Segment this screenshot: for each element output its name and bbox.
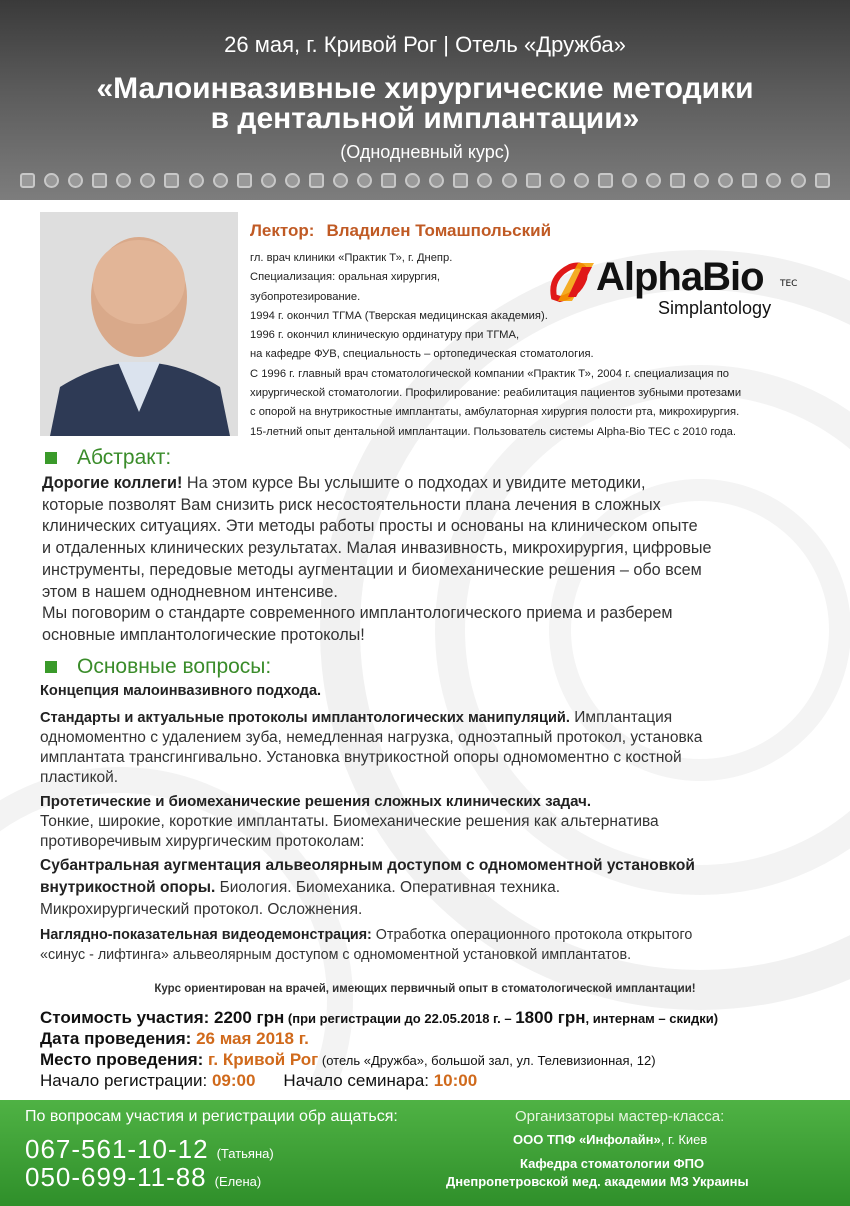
- topic-line: «синус - лифтинга» альвеолярным доступом с одномоментной установкой имплантатов.: [40, 947, 632, 963]
- bio-line: с опорой на внутрикостные имплантаты, амбулаторная хирургия полости рта, микрохирургия.: [250, 406, 740, 419]
- place-row: [40, 1050, 840, 1071]
- bio-line: гл. врач клиники «Практик Т», г. Днепр.: [250, 252, 453, 264]
- abstract-line: и отдаленных клинических результатах. Малая инвазивность, микрохирургия, цифровые: [42, 539, 712, 558]
- cost-row: [40, 1008, 840, 1029]
- abstract-line: этом в нашем однодневном интенсиве.: [42, 582, 338, 601]
- date-value: 26 мая 2018 г.: [191, 1029, 309, 1048]
- abstract-lead: Дорогие коллеги!: [42, 474, 183, 492]
- decorative-dot-icon: [622, 173, 637, 188]
- green-square-bullet-icon: [45, 452, 57, 464]
- decorative-dot-icon: [357, 173, 372, 188]
- decorative-dot-icon: [333, 173, 348, 188]
- cost-note: (при регистрации до 22.05.2018 г. –: [284, 1011, 516, 1026]
- contact-question: По вопросам участия и регистрации обр ащаться:: [25, 1108, 398, 1125]
- topic-1-title: Концепция малоинвазивного подхода.: [40, 683, 322, 699]
- organizer-2: Кафедра стоматологии ФПО: [520, 1156, 705, 1171]
- bio-line: Специализация: оральная хирургия,: [250, 271, 441, 284]
- header-banner: [0, 0, 850, 200]
- decorative-dot-icon: [694, 173, 709, 188]
- event-info: [40, 1008, 840, 1092]
- topic-1: [40, 683, 830, 709]
- topic-2: [40, 709, 830, 729]
- registration-time: 09:00: [207, 1071, 256, 1090]
- topics-heading: [45, 655, 271, 679]
- topics-list: [40, 683, 830, 967]
- organizer-1-name: ООО ТПФ «Инфолайн»: [513, 1132, 661, 1147]
- course-subtitle: (Однодневный курс): [340, 142, 510, 162]
- cost-value: 2200 грн: [209, 1008, 285, 1027]
- phone-number-2[interactable]: 050-699-11-88: [25, 1162, 207, 1192]
- bio-line: С 1996 г. главный врач стоматологической компании «Практик Т», 2004 г. специализация по: [250, 367, 729, 380]
- abstract-line: [42, 473, 812, 495]
- target-audience-note: Курс ориентирован на врачей, имеющих первичный опыт в стоматологической имплантации!: [154, 983, 696, 995]
- topic-line: Микрохирургический протокол. Осложнения.: [40, 901, 363, 918]
- decorative-dot-icon: [718, 173, 733, 188]
- decorative-dot-icon: [526, 173, 541, 188]
- phone-contact-1: (Татьяна): [216, 1146, 274, 1161]
- abstract-line: Мы поговорим о стандарте современного имплантологического приема и разберем: [42, 604, 673, 623]
- decorative-dot-icon: [791, 173, 806, 188]
- logo-tagline: Simplantology: [658, 298, 772, 318]
- abstract-line: основные имплантологические протоколы!: [42, 625, 365, 644]
- topic-2-text: Имплантация: [569, 709, 673, 726]
- topic-4-title-cont: внутрикостной опоры.: [40, 879, 216, 896]
- decorative-dot-icon: [261, 173, 276, 188]
- bio-line: на кафедре ФУВ, специальность – ортопедическая стоматология.: [250, 348, 594, 361]
- decorative-dot-icon: [309, 173, 324, 188]
- lecturer-label: Лектор:: [250, 221, 315, 240]
- topic-4-cont: [40, 879, 830, 901]
- place-note: (отель «Дружба», большой зал, ул. Телевизионная, 12): [318, 1053, 656, 1068]
- alpha-bio-mark-icon: [548, 257, 598, 307]
- topic-line: имплантата трансгингивально. Установка внутрикостной опоры одномоментно с костной: [40, 749, 682, 766]
- decorative-dot-icon: [477, 173, 492, 188]
- seminar-label: Начало семинара:: [283, 1071, 429, 1090]
- course-title-line2: в дентальной имплантации»: [210, 102, 640, 135]
- place-value: г. Кривой Рог: [203, 1050, 319, 1069]
- logo-tec: TEC: [780, 279, 798, 289]
- bio-line: 1994 г. окончил ТГМА (Тверская медицинская академия).: [250, 309, 548, 322]
- topic-4-text: Биология. Биомеханика. Оперативная техника.: [215, 879, 561, 896]
- course-title: [0, 74, 850, 134]
- decorative-dots-row: [20, 170, 830, 190]
- topics-heading-text: Основные вопросы:: [77, 655, 272, 678]
- cost-note-2: , интернам – скидки): [585, 1011, 719, 1026]
- topic-5: [40, 927, 830, 947]
- organizers-title: Организаторы мастер-класса:: [515, 1108, 725, 1125]
- seminar-time: 10:00: [429, 1071, 478, 1090]
- decorative-dot-icon: [742, 173, 757, 188]
- topic-2-title: Стандарты и актуальные протоколы имплантологических манипуляций.: [40, 710, 570, 726]
- course-title-line1: «Малоинвазивные хирургические методики: [96, 72, 754, 105]
- organizer-1: [513, 1132, 707, 1147]
- decorative-dot-icon: [598, 173, 613, 188]
- bio-line: зубопротезирование.: [250, 290, 361, 303]
- abstract-line1: На этом курсе Вы услышите о подходах и увидите методики,: [182, 474, 646, 492]
- decorative-dot-icon: [815, 173, 830, 188]
- decorative-dot-icon: [550, 173, 565, 188]
- decorative-dot-icon: [116, 173, 131, 188]
- topic-3-title: Протетические и биомеханические решения сложных клинических задач.: [40, 793, 592, 810]
- organizer-1-city: , г. Киев: [660, 1132, 708, 1147]
- topic-line: пластикой.: [40, 769, 119, 786]
- decorative-dot-icon: [670, 173, 685, 188]
- topic-5-title: Наглядно-показательная видеодемонстрация:: [40, 927, 372, 943]
- abstract-heading-text: Абстракт:: [77, 446, 172, 469]
- topic-5-text: Отработка операционного протокола открытого: [371, 927, 693, 943]
- date-row: [40, 1029, 840, 1050]
- phone-row-2: [25, 1162, 261, 1193]
- bio-line: хирургической стоматологии. Профилирование: реабилитация пациентов зубными протезами: [250, 387, 742, 400]
- decorative-dot-icon: [646, 173, 661, 188]
- decorative-dot-icon: [405, 173, 420, 188]
- bio-line: 15-летний опыт дентальной имплантации. Пользователь системы Alpha-Bio TEC с 2010 года.: [250, 425, 737, 438]
- topic-line: Тонкие, широкие, короткие имплантаты. Биомеханические решения как альтернатива: [40, 813, 659, 830]
- decorative-dot-icon: [164, 173, 179, 188]
- decorative-dot-icon: [140, 173, 155, 188]
- decorative-dot-icon: [44, 173, 59, 188]
- topic-3: [40, 793, 830, 813]
- bio-line: 1996 г. окончил клиническую ординатуру при ТГМА,: [250, 329, 520, 342]
- lecturer-name: Владилен Томашпольский: [326, 221, 552, 240]
- cost-value-early: 1800 грн: [515, 1008, 586, 1027]
- lecturer-photo: [40, 212, 238, 436]
- organizer-3: Днепропетровской мед. академии МЗ Украины: [446, 1174, 749, 1189]
- decorative-dot-icon: [20, 173, 35, 188]
- topic-line: одномоментно с удалением зуба, немедленная нагрузка, одноэтапный протокол, установка: [40, 729, 703, 746]
- lecturer-heading: [250, 221, 551, 241]
- decorative-dot-icon: [453, 173, 468, 188]
- contact-footer: [0, 1100, 850, 1206]
- decorative-dot-icon: [92, 173, 107, 188]
- alpha-bio-logo: [548, 253, 808, 323]
- phone-contact-2: (Елена): [214, 1174, 262, 1189]
- decorative-dot-icon: [213, 173, 228, 188]
- cost-label: Стоимость участия:: [40, 1008, 210, 1027]
- topic-4-title: Субантральная аугментация альвеолярным доступом с одномоментной установкой: [40, 857, 695, 874]
- topic-4: [40, 857, 830, 879]
- decorative-dot-icon: [189, 173, 204, 188]
- abstract-line: инструменты, передовые методы аугментации и биомеханические решения – обо всем: [42, 560, 702, 579]
- decorative-dot-icon: [285, 173, 300, 188]
- decorative-dot-icon: [766, 173, 781, 188]
- abstract-line: которые позволят Вам снизить риск несостоятельности плана лечения в сложных: [42, 495, 661, 514]
- event-date-place: 26 мая, г. Кривой Рог | Отель «Дружба»: [224, 32, 626, 57]
- phone-row-1: [25, 1134, 274, 1165]
- abstract-line: клинических ситуациях. Эти методы работы просты и основаны на клиническом опыте: [42, 517, 698, 536]
- decorative-dot-icon: [68, 173, 83, 188]
- time-row: [40, 1071, 840, 1092]
- logo-brand: AlphaBio: [596, 255, 764, 299]
- phone-number-1[interactable]: 067-561-10-12: [25, 1134, 209, 1164]
- decorative-dot-icon: [429, 173, 444, 188]
- abstract-heading: [45, 446, 171, 470]
- registration-label: Начало регистрации:: [40, 1071, 208, 1090]
- decorative-dot-icon: [502, 173, 517, 188]
- place-label: Место проведения:: [40, 1050, 204, 1069]
- decorative-dot-icon: [237, 173, 252, 188]
- abstract-text: [42, 473, 812, 647]
- decorative-dot-icon: [381, 173, 396, 188]
- topic-line: противоречивым хирургическим протоколам:: [40, 833, 365, 850]
- decorative-dot-icon: [574, 173, 589, 188]
- green-square-bullet-icon: [45, 661, 57, 673]
- date-label: Дата проведения:: [40, 1029, 192, 1048]
